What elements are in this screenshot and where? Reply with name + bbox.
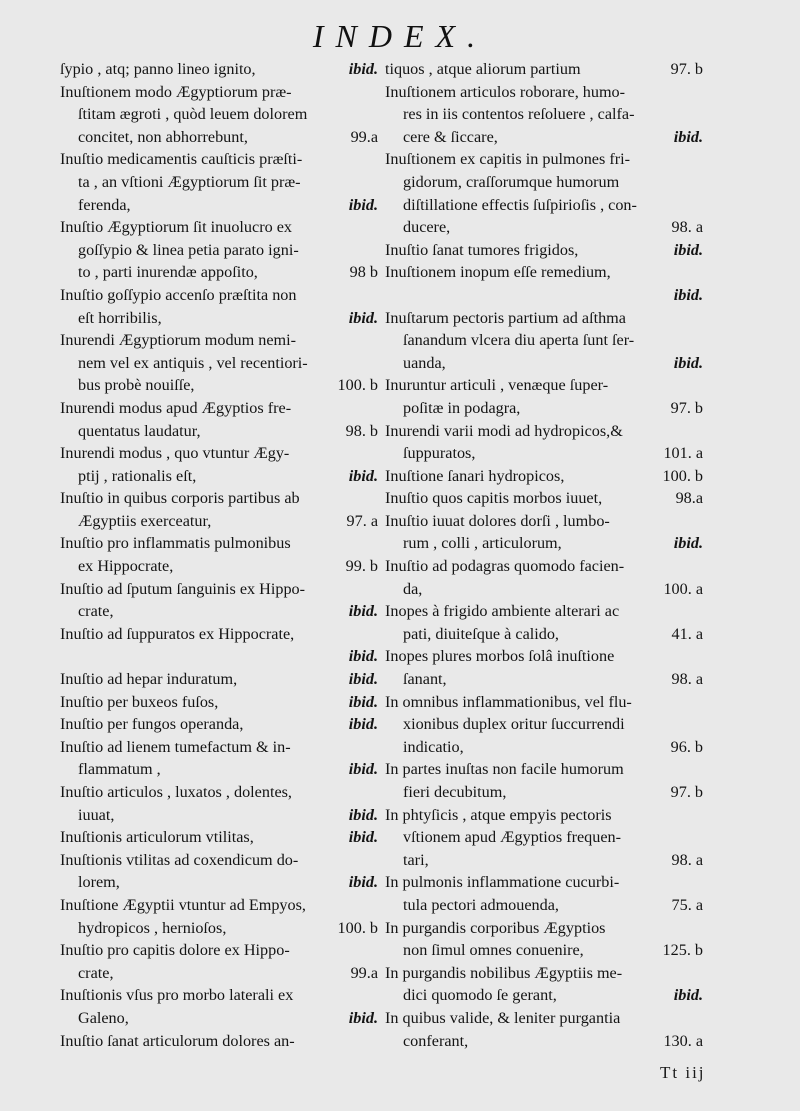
entry-line [60, 126, 378, 149]
index-entry [60, 216, 378, 284]
entry-line [60, 216, 378, 239]
index-entry [60, 713, 378, 736]
page-reference: ibid. [673, 534, 703, 553]
right-column [385, 58, 703, 1052]
entry-line [385, 984, 703, 1007]
entry-line [60, 171, 378, 194]
entry-line [60, 1030, 378, 1053]
entry-line [385, 691, 703, 714]
entry-text [403, 286, 407, 304]
entry-text: conferant, [403, 1031, 469, 1050]
entry-line [385, 216, 703, 239]
entry-line [60, 555, 378, 578]
entry-line [385, 894, 703, 917]
page-reference: 99. b [345, 557, 378, 576]
entry-text: non ſimul omnes conuenire, [403, 941, 584, 960]
page-reference: ibid. [348, 828, 378, 847]
entry-text: In phtyſicis , atque empyis pectoris [385, 805, 612, 824]
entry-text: Inuſtio pro capitis dolore ex Hippo- [60, 941, 290, 960]
entry-text: Inuſtio in quibus corporis partibus ab [60, 489, 300, 508]
page-reference: ibid. [673, 240, 703, 259]
entry-line [60, 939, 378, 962]
entry-line [385, 1030, 703, 1053]
entry-line [385, 374, 703, 397]
entry-text: Inurendi Ægyptiorum modum nemi- [60, 331, 297, 350]
entry-text: Inuſtione ſanari hydropicos, [385, 466, 565, 485]
entry-text: Inurendi varii modi ad hydropicos,& [385, 421, 623, 440]
entry-text: eſt horribilis, [78, 308, 162, 327]
index-entry [385, 374, 703, 419]
entry-line [60, 849, 378, 872]
entry-text: flammatum , [78, 760, 161, 779]
entry-line [60, 261, 378, 284]
entry-line [385, 58, 703, 81]
index-entry [60, 442, 378, 487]
entry-text: Galeno, [78, 1008, 129, 1027]
entry-line [385, 510, 703, 533]
entry-text: bus probè nouiſſe, [78, 376, 195, 395]
entry-line [385, 555, 703, 578]
page-reference: 99.a [350, 963, 378, 982]
entry-text: In quibus valide, & leniter purgantia [385, 1008, 621, 1027]
entry-line [60, 194, 378, 217]
entry-text: ptij , rationalis eſt, [78, 466, 197, 485]
page-reference: 98. a [671, 850, 703, 869]
entry-text: In partes inuſtas non facile humorum [385, 760, 624, 779]
entry-line [60, 532, 378, 555]
entry-text: da, [403, 579, 423, 598]
entry-text: Inopes plures morbos ſolâ inuſtione [385, 647, 615, 666]
page-reference: ibid. [348, 60, 378, 78]
entry-line [385, 103, 703, 126]
entry-text: Inuſtionis articulorum vtilitas, [60, 828, 254, 847]
index-entry [385, 510, 703, 555]
entry-line [60, 103, 378, 126]
entry-line [60, 329, 378, 352]
index-entry [385, 555, 703, 600]
entry-line [60, 58, 378, 81]
entry-line [385, 758, 703, 781]
entry-text: dici quomodo ſe gerant, [403, 986, 557, 1005]
entry-text: Inopes à frigido ambiente alterari ac [385, 602, 620, 621]
entry-line [385, 962, 703, 985]
entry-text: diſtillatione effectis ſuſpirioſis , con- [403, 195, 637, 214]
entry-text: hydropicos , hernioſos, [78, 918, 227, 937]
entry-line [60, 239, 378, 262]
entry-line [60, 758, 378, 781]
entry-line [385, 713, 703, 736]
index-entry [385, 871, 703, 916]
page-reference: 100. b [662, 466, 703, 485]
index-entry [385, 600, 703, 645]
page-reference: ibid. [673, 127, 703, 146]
index-entry [60, 148, 378, 216]
page-reference: 98.a [675, 489, 703, 508]
entry-text: iuuat, [78, 805, 115, 824]
entry-line [385, 420, 703, 443]
entry-text: ta , an vſtioni Ægyptiorum ſit præ- [78, 172, 301, 191]
entry-text: vſtionem apud Ægyptios frequen- [403, 828, 622, 847]
entry-text: Inuſtionem inopum eſſe remedium, [385, 263, 611, 282]
index-entry [60, 691, 378, 714]
entry-line [60, 578, 378, 601]
entry-text: crate, [78, 963, 114, 982]
entry-line [60, 420, 378, 443]
index-entry [60, 397, 378, 442]
entry-line [60, 81, 378, 104]
index-entry [60, 58, 378, 81]
entry-text: Inuſtio articulos , luxatos , dolentes, [60, 783, 292, 801]
page-reference: ibid. [348, 670, 378, 689]
page-reference: 100. b [337, 918, 378, 937]
entry-line [385, 578, 703, 601]
entry-line [385, 871, 703, 894]
page-reference: 100. b [337, 376, 378, 395]
entry-line [60, 1007, 378, 1030]
page-reference: ibid. [348, 805, 378, 824]
entry-text: pati, diuiteſque à calido, [403, 624, 559, 643]
index-entry [385, 307, 703, 375]
entry-line [385, 284, 703, 307]
index-entry [60, 532, 378, 577]
page-reference: 97. b [670, 398, 703, 417]
entry-line [60, 510, 378, 533]
entry-text [78, 647, 82, 665]
entry-text: lorem, [78, 873, 120, 892]
page-reference: 130. a [663, 1031, 703, 1050]
entry-line [60, 148, 378, 171]
entry-text: Inuſtio pro inflammatis pulmonibus [60, 534, 291, 553]
page-reference: ibid. [348, 308, 378, 327]
entry-line [60, 487, 378, 510]
entry-line [385, 668, 703, 691]
entry-text: Inuſtio quos capitis morbos iuuet, [385, 489, 603, 508]
entry-line [60, 691, 378, 714]
entry-text: Inuſtio Ægyptiorum ſit inuolucro ex [60, 218, 292, 237]
entry-line [60, 804, 378, 827]
entry-line [60, 917, 378, 940]
index-entry [385, 487, 703, 510]
entry-line [60, 352, 378, 375]
entry-text: rum , colli , articulorum, [403, 534, 562, 553]
page-reference: ibid. [348, 466, 378, 485]
entry-text: Inuſtio per fungos operanda, [60, 715, 244, 734]
entry-text: cere & ſiccare, [403, 127, 498, 146]
index-entry [385, 691, 703, 759]
entry-text: ſuppuratos, [403, 444, 476, 463]
page-reference: ibid. [348, 715, 378, 734]
index-entry [60, 1030, 378, 1053]
page-reference: ibid. [673, 285, 703, 304]
index-entry [60, 894, 378, 939]
page-reference: ibid. [348, 760, 378, 779]
entry-text: gidorum, craſſorumque humorum [403, 172, 620, 191]
entry-text: ſanant, [403, 670, 447, 689]
entry-line [60, 962, 378, 985]
entry-line [60, 826, 378, 849]
entry-line [385, 465, 703, 488]
page-reference: 100. a [663, 579, 703, 598]
page-reference: 41. a [671, 624, 703, 643]
index-entry [60, 781, 378, 826]
entry-text: to , parti inurendæ appoſito, [78, 263, 258, 282]
entry-text: xionibus duplex oritur ſuccurrendi [403, 715, 625, 734]
page-reference: 98. a [671, 218, 703, 237]
index-entry [60, 849, 378, 894]
entry-line [60, 307, 378, 330]
entry-line [385, 939, 703, 962]
entry-text: Inuſtionem modo Ægyptiorum præ- [60, 82, 292, 101]
entry-text: ſanandum vlcera diu aperta ſunt ſer- [403, 331, 635, 350]
entry-text: uanda, [403, 353, 446, 372]
entry-line [60, 623, 378, 646]
entry-line [385, 487, 703, 510]
entry-text: Inuſtione Ægyptii vtuntur ad Empyos, [60, 895, 306, 914]
entry-text: Inurendi modus , quo vtuntur Ægy- [60, 444, 290, 463]
page-reference: 98. a [671, 670, 703, 689]
index-entry [385, 58, 703, 81]
index-entry [60, 736, 378, 781]
index-entry [385, 148, 703, 238]
signature-mark: Tt iij [660, 1063, 706, 1082]
entry-line [385, 148, 703, 171]
page-title: INDEX. [312, 18, 488, 54]
index-entry [60, 939, 378, 984]
entry-text: In omnibus inflammationibus, vel flu- [385, 692, 632, 711]
entry-line [385, 329, 703, 352]
index-entry [385, 420, 703, 465]
page-reference: 97. a [346, 511, 378, 530]
entry-text: In purgandis nobilibus Ægyptiis me- [385, 963, 623, 982]
index-entry [385, 1007, 703, 1052]
entry-text: Inuſtio ad ſuppuratos ex Hippocrate, [60, 624, 295, 643]
index-entry [385, 758, 703, 803]
page-reference: 97. b [670, 60, 703, 78]
entry-line [385, 736, 703, 759]
entry-text: Inuſtio ſanat tumores frigidos, [385, 240, 579, 259]
entry-line [385, 1007, 703, 1030]
index-entry [60, 81, 378, 149]
entry-text: Inuſtionem articulos roborare, humo- [385, 82, 626, 101]
index-entry [60, 984, 378, 1029]
entry-text: quentatus laudatur, [78, 421, 201, 440]
entry-line [385, 126, 703, 149]
page-reference: 125. b [662, 941, 703, 960]
entry-text: Inuſtio ad lienem tumefactum & in- [60, 737, 291, 756]
page-reference: ibid. [348, 602, 378, 621]
index-entry [385, 239, 703, 262]
index-entry [60, 668, 378, 691]
entry-text: Inuſtio ſanat articulorum dolores an- [60, 1031, 295, 1050]
entry-line [385, 804, 703, 827]
page-reference: ibid. [348, 195, 378, 214]
entry-line [385, 826, 703, 849]
entry-line [385, 307, 703, 330]
page-reference: 99.a [350, 127, 378, 146]
index-entry [385, 261, 703, 306]
entry-line [60, 668, 378, 691]
entry-text: Inuſtionis vſus pro morbo laterali ex [60, 986, 294, 1005]
entry-line [385, 81, 703, 104]
page-reference: 98. b [345, 421, 378, 440]
index-entry [60, 284, 378, 329]
entry-line [385, 600, 703, 623]
entry-line [385, 194, 703, 217]
entry-line [385, 645, 703, 668]
entry-line [60, 442, 378, 465]
entry-line [385, 397, 703, 420]
page-reference: 96. b [670, 737, 703, 756]
page-reference: ibid. [348, 692, 378, 711]
entry-line [60, 871, 378, 894]
entry-text: Inuſtionis vtilitas ad coxendicum do- [60, 850, 299, 869]
entry-text: ex Hippocrate, [78, 557, 174, 576]
entry-text: ſtitam ægroti , quòd leuem dolorem [78, 105, 308, 124]
entry-text: Inuſtio ad podagras quomodo facien- [385, 557, 625, 576]
entry-line [60, 284, 378, 307]
entry-text: ſypio , atq; panno lineo ignito, [60, 60, 256, 78]
entry-line [60, 713, 378, 736]
page-reference: 101. a [663, 444, 703, 463]
entry-line [385, 442, 703, 465]
entry-text: Inuſtio ad ſputum ſanguinis ex Hippo- [60, 579, 306, 598]
entry-text: Ægyptiis exerceatur, [78, 511, 212, 530]
entry-line [385, 261, 703, 284]
entry-text: Inuruntur articuli , venæque ſuper- [385, 376, 609, 395]
entry-text: ferenda, [78, 195, 131, 214]
entry-line [60, 645, 378, 668]
page-reference: ibid. [348, 1008, 378, 1027]
index-entry [60, 578, 378, 623]
index-entry [60, 826, 378, 849]
entry-line [385, 917, 703, 940]
page-reference: ibid. [348, 647, 378, 666]
entry-line [385, 623, 703, 646]
entry-text: indicatio, [403, 737, 464, 756]
entry-line [60, 397, 378, 420]
entry-text: nem vel ex antiquis , vel recentiori- [78, 353, 308, 372]
entry-text: goſſypio & linea petia parato igni- [78, 240, 299, 259]
entry-line [60, 736, 378, 759]
entry-text: concitet, non abhorrebunt, [78, 127, 248, 146]
entry-text: Inuſtio ad hepar induratum, [60, 670, 238, 689]
entry-text: In pulmonis inflammatione cucurbi- [385, 873, 620, 892]
entry-text: fieri decubitum, [403, 783, 507, 801]
entry-text: res in iis contentos reſoluere , calfa- [403, 105, 635, 124]
entry-text: Inuſtarum pectoris partium ad aſthma [385, 308, 626, 327]
entry-text: Inuſtio medicamentis cauſticis præſti- [60, 150, 303, 169]
entry-text: Inuſtionem ex capitis in pulmones fri- [385, 150, 631, 169]
page-reference: 97. b [670, 783, 703, 801]
left-column [60, 58, 378, 1052]
entry-line [60, 984, 378, 1007]
entry-line [385, 849, 703, 872]
page-reference: ibid. [673, 353, 703, 372]
entry-line [60, 894, 378, 917]
page-reference: ibid. [348, 873, 378, 892]
entry-text: Inurendi modus apud Ægyptios fre- [60, 398, 292, 417]
index-entry [60, 623, 378, 668]
index-entry [60, 487, 378, 532]
entry-text: ducere, [403, 218, 451, 237]
index-entry [385, 804, 703, 872]
entry-line [60, 600, 378, 623]
index-entry [385, 465, 703, 488]
entry-text: Inuſtio iuuat dolores dorſi , lumbo- [385, 511, 610, 530]
entry-line [385, 171, 703, 194]
index-entry [385, 962, 703, 1007]
entry-text: tula pectori admouenda, [403, 895, 559, 914]
index-entry [385, 917, 703, 962]
entry-line [60, 465, 378, 488]
page-reference: ibid. [673, 986, 703, 1005]
entry-line [385, 781, 703, 804]
entry-line [60, 374, 378, 397]
entry-line [385, 352, 703, 375]
entry-line [60, 781, 378, 804]
index-entry [385, 81, 703, 149]
entry-line [385, 532, 703, 555]
entry-text: Inuſtio per buxeos fuſos, [60, 692, 219, 711]
entry-text: In purgandis corporibus Ægyptios [385, 918, 606, 937]
page-reference: 75. a [671, 895, 703, 914]
entry-text: poſitæ in podagra, [403, 398, 521, 417]
entry-text: tiquos , atque aliorum partium [385, 60, 581, 78]
entry-text: crate, [78, 602, 114, 621]
index-entry [385, 645, 703, 690]
entry-text: tari, [403, 850, 429, 869]
page-reference: 98 b [349, 263, 378, 282]
index-entry [60, 329, 378, 397]
entry-text: Inuſtio goſſypio accenſo præſtita non [60, 285, 297, 304]
entry-line [385, 239, 703, 262]
